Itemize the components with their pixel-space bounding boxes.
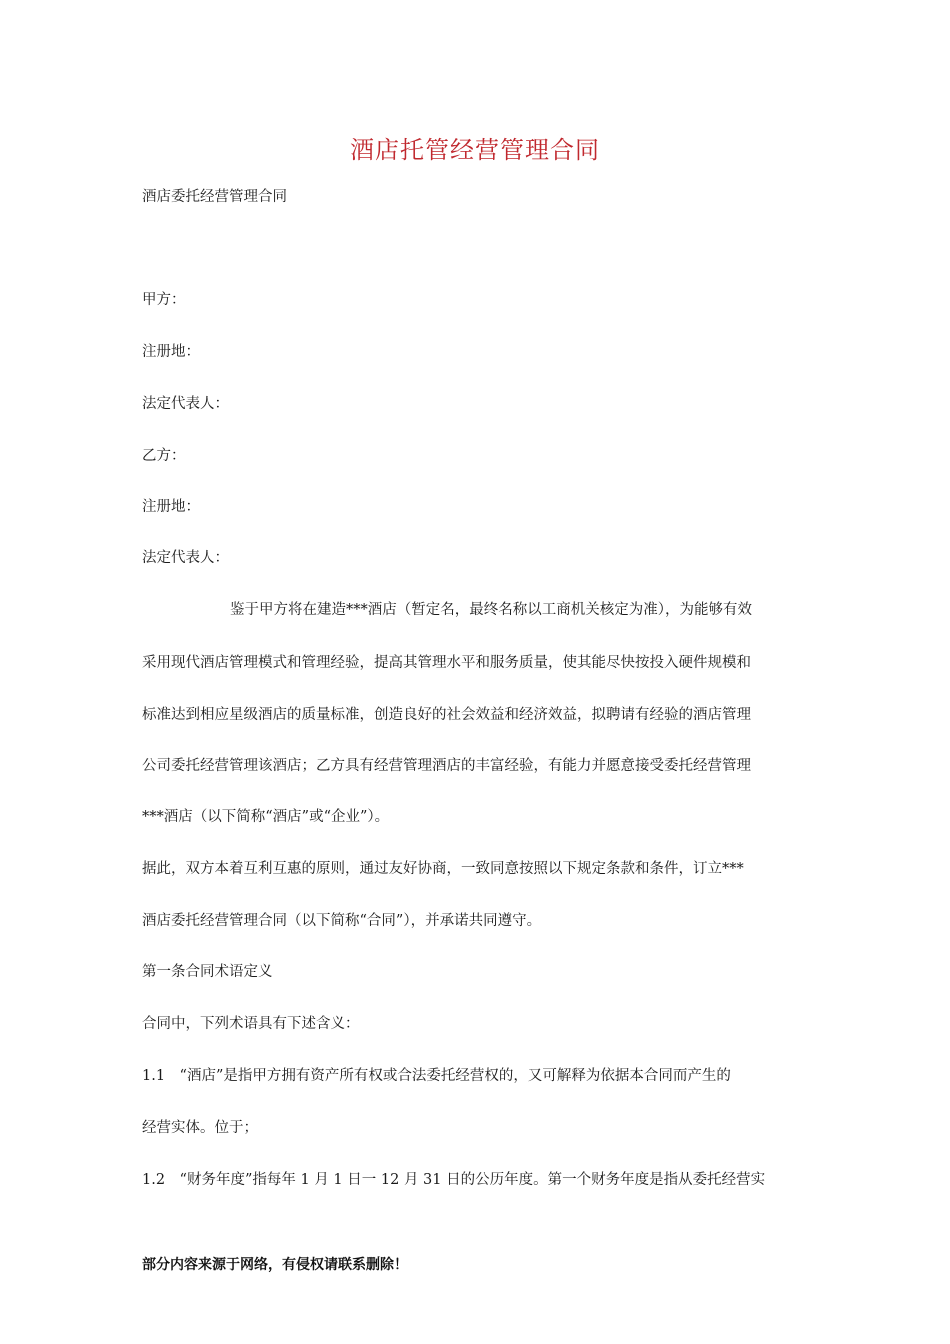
clause-1-1-line: 1.1 “酒店”是指甲方拥有资产所有权或合法委托经营权的，又可解释为依据本合同而产生的 xyxy=(142,1068,731,1084)
recital-line: 公司委托经营管理该酒店；乙方具有经营管理酒店的丰富经验，有能力并愿意接受委托经营管理 xyxy=(142,758,751,774)
recital-line: 标准达到相应星级酒店的质量标准，创造良好的社会效益和经济效益，拟聘请有经验的酒店管理 xyxy=(142,707,751,723)
recital-line: ***酒店（以下简称“酒店”或“企业”）。 xyxy=(142,809,390,825)
article-1-heading: 第一条合同术语定义 xyxy=(142,964,273,980)
clause-1-2-line: 1.2 “财务年度”指每年 1 月 1 日一 12 月 31 日的公历年度。第一个财务年度是指从委托经营实 xyxy=(142,1172,766,1188)
party-a-legal-representative: 法定代表人： xyxy=(142,396,229,412)
clause-1-1-line: 经营实体。位于； xyxy=(142,1120,258,1136)
agreement-line: 据此，双方本着互利互惠的原则，通过友好协商，一致同意按照以下规定条款和条件，订立*** xyxy=(142,861,744,877)
document-subtitle: 酒店委托经营管理合同 xyxy=(142,189,287,205)
party-b-registered-address: 注册地： xyxy=(142,499,200,515)
article-1-intro: 合同中，下列术语具有下述含义： xyxy=(142,1016,360,1032)
party-a-label: 甲方： xyxy=(142,292,186,308)
document-title: 酒店托管经营管理合同 xyxy=(350,136,600,164)
agreement-line: 酒店委托经营管理合同（以下简称“合同”），并承诺共同遵守。 xyxy=(142,913,542,929)
party-a-registered-address: 注册地： xyxy=(142,344,200,360)
party-b-legal-representative: 法定代表人： xyxy=(142,550,229,566)
recital-line: 采用现代酒店管理模式和管理经验，提高其管理水平和服务质量，使其能尽快按投入硬件规模和 xyxy=(142,655,751,671)
copyright-notice: 部分内容来源于网络，有侵权请联系删除！ xyxy=(142,1257,408,1273)
party-b-label: 乙方： xyxy=(142,448,186,464)
recital-line: 鉴于甲方将在建造***酒店（暂定名，最终名称以工商机关核定为准），为能够有效 xyxy=(230,602,752,618)
